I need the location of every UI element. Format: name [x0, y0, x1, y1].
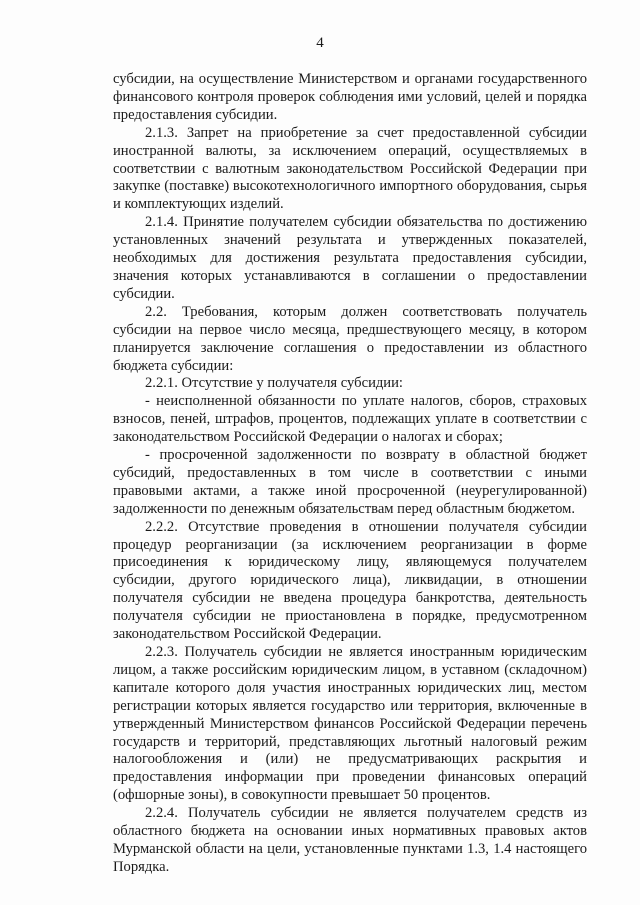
paragraph-2-1-3: 2.1.3. Запрет на приобретение за счет предоставленной субсидии иностранной валюты, за исключением операций, осуществляемых в соответствии с валютным законодательством Российской Федерации при закупке (поставке) высокотехнологичного импортного оборудования, сырья и комплектующих изделий.	[113, 124, 587, 213]
paragraph-2-2-2: 2.2.2. Отсутствие проведения в отношении получателя субсидии процедур реорганизации (за исключением реорганизации в форме присоединения к юридическому лицу, являющемуся получателем субсидии, другого юридического лица), ликвидации, в отношении получателя субсидии не введена процедура банкротства, деятельность получателя субсидии не приостановлена в порядке, предусмотренном законодательством Российской Федерации.	[113, 518, 587, 643]
paragraph-2-1-4: 2.1.4. Принятие получателем субсидии обязательства по достижению установленных значений результата и утвержденных показателей, необходимых для достижения результата предоставления субсидии, значения которых устанавливаются в соглашении о предоставлении субсидии.	[113, 214, 587, 302]
list-item-overdue-debt: - просроченной задолженности по возврату в областной бюджет субсидий, предоставленных в том числе в соответствии с иными правовыми актами, а также иной просроченной (неурегулированной) задолженности по денежным обязательствам перед областным бюджетом.	[113, 447, 587, 517]
list-item-tax-obligation: - неисполненной обязанности по уплате налогов, сборов, страховых взносов, пеней, штрафов, процентов, подлежащих уплате в соответствии с законодательством Российской Федерации о налогах и сборах;	[113, 393, 587, 446]
document-body	[113, 71, 587, 877]
paragraph-2-2-4: 2.2.4. Получатель субсидии не является получателем средств из областного бюджета на основании иных нормативных правовых актов Мурманской области на цели, установленные пунктами 1.3, 1.4 настоящего Порядка.	[113, 805, 587, 875]
paragraph-subsidy-control: субсидии, на осуществление Министерством и органами государственного финансового контроля проверок соблюдения ими условий, целей и порядка предоставления субсидии.	[113, 71, 587, 123]
page-number: 4	[316, 35, 324, 51]
paragraph-2-2-1: 2.2.1. Отсутствие у получателя субсидии:	[145, 375, 403, 392]
paragraph-2-2: 2.2. Требования, которым должен соответствовать получатель субсидии на первое число месяца, предшествующего месяцу, в котором планируется заключение соглашения о предоставлении из областного бюджета субсидии:	[113, 303, 587, 374]
paragraph-2-2-3: 2.2.3. Получатель субсидии не является иностранным юридическим лицом, а также российским юридическим лицом, в уставном (складочном) капитале которого доля участия иностранных юридических лиц, местом регистрации которых является государство или территория, включенные в утвержденный Министерством финансов Российской Федерации перечень государств и территорий, представляющих льготный налоговый режим налогообложения и (или) не предусматривающих раскрытия и предоставления информации при проведении финансовых операций (офшорные зоны), в совокупности превышает 50 процентов.	[113, 644, 587, 804]
